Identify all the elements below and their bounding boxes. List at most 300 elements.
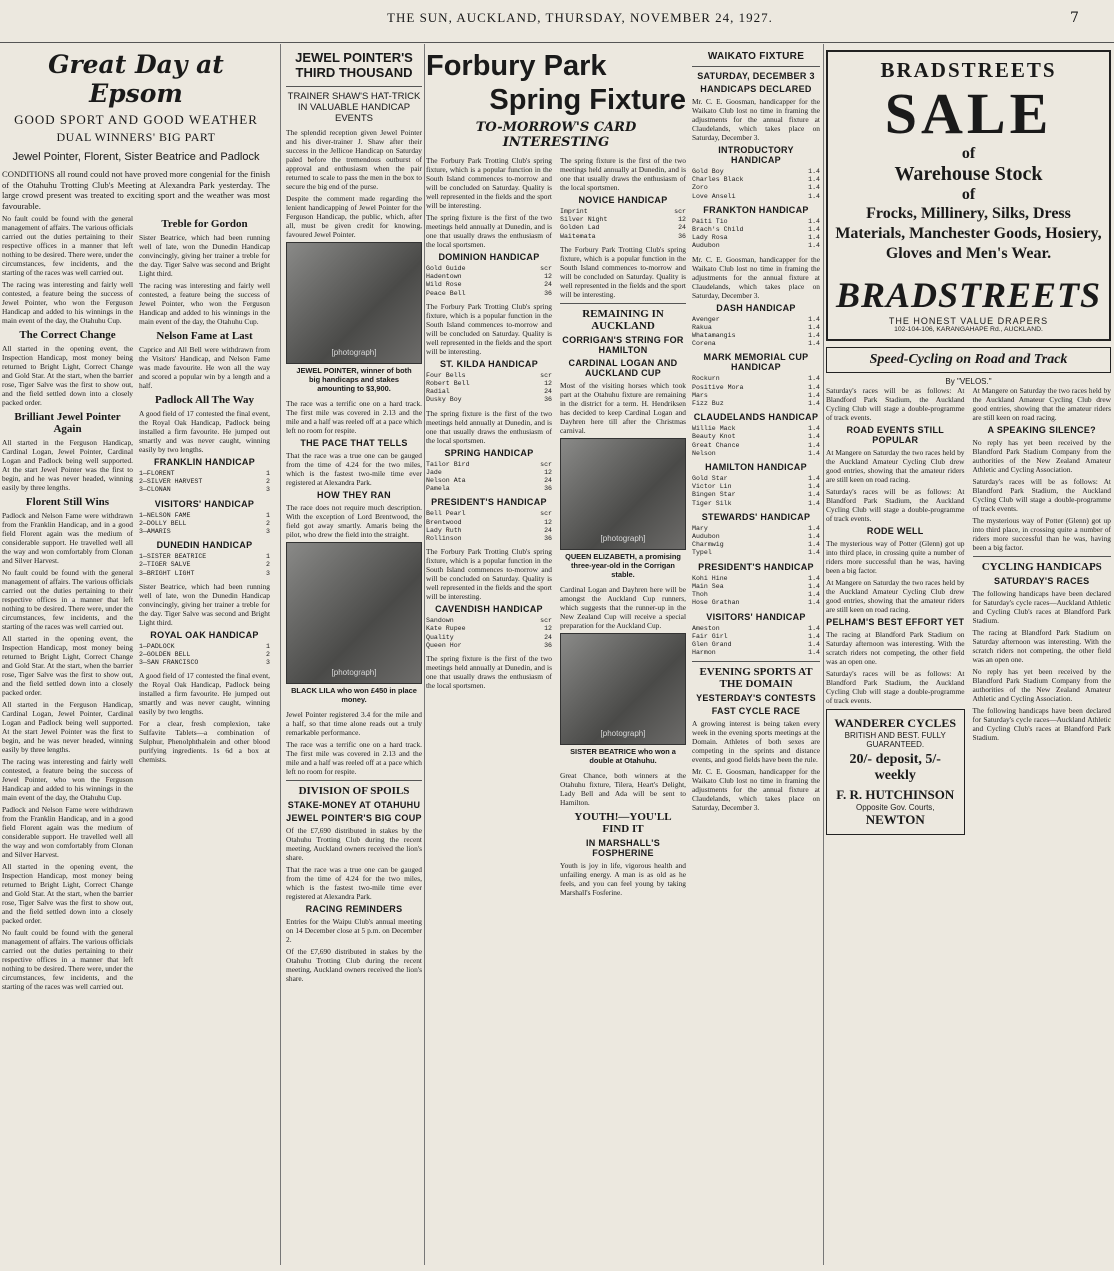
- handicap-heading: STEWARDS' HANDICAP: [701, 511, 811, 522]
- table-row: [692, 375, 820, 383]
- article-paragraph: That the race was a true one can be gauged from the time of 4.24 for the two miles, which is the fastest two-mile time ever registered at Alexandra Park.: [286, 451, 422, 487]
- table-row: [139, 528, 270, 536]
- article-deck: Jewel Pointer, Florent, Sister Beatrice and Padlock: [12, 151, 260, 163]
- table-cell-name: Nelson Ata: [426, 477, 466, 485]
- bradstreets-logo: BRADSTREETS: [835, 275, 1102, 315]
- handicap-table: [426, 265, 552, 298]
- article-subhead: SATURDAY, DECEMBER 3: [697, 71, 815, 81]
- handicap-heading: MARK MEMORIAL CUP HANDICAP: [703, 352, 809, 373]
- table-row: [426, 625, 552, 633]
- horse-photo: [photograph]: [560, 633, 686, 745]
- table-row: [426, 396, 552, 404]
- table-cell-name: Sandown: [426, 617, 454, 625]
- table-row: [692, 218, 820, 226]
- table-cell-name: Rollinson: [426, 535, 462, 543]
- table-cell-name: Four Bells: [426, 371, 466, 379]
- table-row: [692, 450, 820, 458]
- article-paragraph: All started in the Ferguson Handicap, Cardinal Logan, Jewel Pointer, Cardinal Logan and Padlock being well supported. At the start Jewel Pointer was the first to begin, and he was never headed, winning easily by three lengths.: [2, 438, 133, 492]
- results-heading: FRANKLIN HANDICAP: [153, 457, 256, 467]
- table-cell-name: Golden Lad: [560, 224, 600, 232]
- table-row: [139, 643, 270, 651]
- article-paragraph: All started in the opening event, the Inspection Handicap, most money being returned to Bright Light, Correct Change and Gold Star. At the start, when the barrier rose, Tiger Salve was the first to show out, and the field settled down into a closely packed order.: [2, 344, 133, 407]
- table-cell-name: Audubon: [692, 242, 720, 250]
- article-paragraph: Mr. C. E. Goosman, handicapper for the Waikato Club lost no time in framing the adjustments for the annual fixture at Claudelands, which takes place on Saturday, December 3.: [692, 767, 820, 813]
- article-paragraph: At Mangere on Saturday the two races held by the Auckland Amateur Cycling Club drew good entries, showing that the amateur riders are still keen on road racing.: [826, 448, 965, 484]
- table-cell-value: 1.4: [808, 483, 820, 491]
- waikato-article: [692, 48, 820, 1266]
- table-cell-value: 1.4: [808, 574, 820, 582]
- table-cell-name: Gold Guide: [426, 265, 466, 272]
- article-paragraph: The following handicaps have been declared for Saturday's cycle races—Auckland Athletic and Cycling Club's races at Blandford Park Stadium.: [972, 706, 1111, 742]
- table-cell-value: scr: [540, 371, 552, 379]
- table-row: [139, 651, 270, 659]
- table-cell-value: 1.4: [808, 491, 820, 499]
- table-cell-value: 1.4: [808, 640, 820, 648]
- table-row: [139, 553, 270, 561]
- table-cell-name: Thoh: [692, 591, 708, 599]
- table-row: [692, 400, 820, 408]
- table-cell-value: 1.4: [808, 549, 820, 557]
- article-paragraph: Of the £7,690 distributed in stakes by the Otahuhu Trotting Club during the recent meeting, Auckland owners received the lion's share.: [286, 947, 422, 983]
- epsom-article: [2, 48, 270, 1266]
- table-cell-value: 1.4: [808, 332, 820, 340]
- table-row: [692, 641, 820, 649]
- article-paragraph: Saturday's races will be as follows: At Blandford Park Stadium, the Auckland Cycling Club will stage a double-programme of track events.: [826, 487, 965, 523]
- table-row: [692, 442, 820, 450]
- table-row: [692, 583, 820, 591]
- table-row: [692, 316, 820, 324]
- article-headline: Spring Fixture: [489, 84, 686, 116]
- article-paragraph: Padlock and Nelson Fame were withdrawn from the Franklin Handicap, and in a good field Florent again was the medium of considerable support. He travelled well all the way and won comfortably from Clonan and Silver Harvest.: [2, 511, 133, 565]
- handicap-table: [692, 168, 820, 201]
- section-heading: Treble for Gordon: [161, 218, 248, 230]
- table-row: [692, 392, 820, 400]
- table-row: [692, 625, 820, 633]
- handicap-heading: VISITORS' HANDICAP: [706, 611, 806, 622]
- table-cell-value: 1.4: [808, 340, 820, 348]
- table-cell-value: 1.4: [808, 649, 820, 657]
- section-subheading: JEWEL POINTER'S BIG COUP: [286, 813, 422, 823]
- table-cell-value: 2: [266, 478, 270, 486]
- table-cell-value: 1.4: [808, 226, 820, 234]
- divider: [692, 66, 820, 67]
- handicap-table: [692, 525, 820, 558]
- masthead-title: THE SUN, AUCKLAND, THURSDAY, NOVEMBER 24, 1927.: [387, 10, 773, 25]
- table-cell-value: 1: [266, 642, 270, 650]
- table-cell-value: 1.4: [808, 449, 820, 457]
- table-cell-value: 1.4: [808, 217, 820, 225]
- table-cell-value: 1: [266, 553, 270, 561]
- table-cell-value: 36: [544, 289, 552, 297]
- section-subheading: CARDINAL LOGAN AND AUCKLAND CUP: [568, 357, 678, 378]
- handicap-heading: DOMINION HANDICAP: [438, 252, 540, 262]
- section-heading: YOUTH!—YOU'LL FIND IT: [574, 810, 672, 835]
- handicap-heading: CLAUDELANDS HANDICAP: [693, 412, 819, 423]
- table-cell-name: Kate Rupee: [426, 625, 466, 633]
- article-paragraph: The splendid reception given Jewel Pointer and his diver-trainer J. Shaw after their success in the Jellicoe Handicap on Saturday paled before the tremendous outburst of approval and enthusiasm when the pair returned to scale to pass the men in the box to secure the big end of the purse.: [286, 128, 422, 191]
- table-cell-name: 2—GOLDEN BELL: [139, 651, 191, 659]
- table-cell-name: Tailor Bird: [426, 460, 470, 468]
- section-heading: HOW THEY RAN: [317, 490, 391, 500]
- table-cell-value: 12: [678, 216, 686, 224]
- table-row: [426, 380, 552, 388]
- handicap-table: [692, 575, 820, 608]
- article-paragraph: The spring fixture is the first of the two meetings held annually at Dunedin, and is one that usually draws the enthusiasm of the local sportsmen.: [560, 156, 686, 192]
- table-cell-name: Zoro: [692, 184, 708, 192]
- table-cell-value: scr: [674, 208, 686, 215]
- section-subheading: YESTERDAY'S CONTESTS: [696, 693, 816, 704]
- article-paragraph: Saturday's races will be as follows: At Blandford Park Stadium, the Auckland Cycling Club will stage a double-programme of track events.: [972, 477, 1111, 513]
- table-cell-name: Rakua: [692, 323, 712, 331]
- table-cell-value: 24: [544, 526, 552, 534]
- table-row: [692, 425, 820, 433]
- article-intro: CONDITIONS all round could not have proved more congenial for the finish of the Otahuhu Trotting Club's Meeting at Alexandra Park yesterday. The large crowd present was treated to exciting sport and the weather was most favourable.: [2, 169, 270, 211]
- table-cell-name: Peace Bell: [426, 289, 466, 297]
- table-cell-name: Mary: [692, 524, 708, 532]
- table-row: [139, 478, 270, 486]
- horse-photo: [photograph]: [286, 242, 422, 364]
- table-row: [692, 525, 820, 533]
- table-cell-name: Jade: [426, 468, 442, 476]
- table-row: [692, 541, 820, 549]
- table-row: [426, 290, 552, 298]
- table-row: [692, 242, 820, 250]
- byline: By "VELOS.": [945, 377, 992, 386]
- section-heading: ROAD EVENTS STILL POPULAR: [846, 425, 945, 445]
- table-cell-name: 1—PADLOCK: [139, 642, 175, 650]
- ad-text: of: [961, 186, 976, 203]
- photo-caption: QUEEN ELIZABETH, a promising three-year-old in the Corrigan stable.: [565, 551, 681, 579]
- table-cell-value: 36: [544, 641, 552, 649]
- advert-text: For a clear, fresh complexion, take Sulfavite Tablets—a combination of Sulphur, Phenolphthalein and other blood purifying ingredients. 1s 6d a box at chemists.: [139, 719, 270, 765]
- photo-caption: SISTER BEATRICE who won a double at Otahuhu.: [570, 746, 676, 765]
- page-number: 7: [1070, 10, 1079, 26]
- divider: [286, 780, 422, 781]
- table-row: [692, 168, 820, 176]
- table-row: [692, 500, 820, 508]
- table-cell-value: 1.4: [808, 323, 820, 331]
- article-paragraph: Padlock and Nelson Fame were withdrawn from the Franklin Handicap, and in a good field Florent again was the medium of considerable support. He travelled well all the way and won comfortably from Clonan and Silver Harvest.: [2, 805, 133, 859]
- table-cell-value: 24: [544, 477, 552, 485]
- table-cell-name: 2—DOLLY BELL: [139, 519, 187, 527]
- section-heading: Brilliant Jewel Pointer Again: [14, 411, 121, 435]
- handicap-heading: CAVENDISH HANDICAP: [435, 604, 543, 615]
- photo-caption: JEWEL POINTER, winner of both big handicaps and stakes amounting to $3,900.: [296, 366, 412, 393]
- table-cell-name: Beauty Knot: [692, 433, 736, 441]
- table-cell-value: 24: [678, 224, 686, 232]
- table-cell-name: Gold Boy: [692, 168, 724, 175]
- table-cell-value: 36: [544, 535, 552, 543]
- article-paragraph: The racing at Blandford Park Stadium on Saturday afternoon was interesting. With the scratch riders not competing, the other field was an open one.: [972, 628, 1111, 664]
- article-paragraph: No fault could be found with the general management of affairs. The various officials carried out the duties pertaining to their respective offices in a manner that left nothing to be desired. There were, under the circumstances, few incidents, and the starting of the races was well carried out.: [2, 568, 133, 631]
- wanderer-cycles-advert: [826, 709, 965, 835]
- handicap-table: [426, 461, 552, 494]
- table-cell-name: Quality: [426, 633, 454, 641]
- table-cell-name: Hadentown: [426, 273, 462, 281]
- table-cell-value: 24: [544, 633, 552, 641]
- divider: [692, 661, 820, 662]
- handicap-heading: SPRING HANDICAP: [444, 447, 534, 458]
- table-cell-name: Lady Ruth: [426, 526, 462, 534]
- table-row: [692, 234, 820, 242]
- results-table: [139, 643, 270, 668]
- section-heading: CYCLING HANDICAPS: [981, 561, 1102, 573]
- table-cell-name: Avenger: [692, 315, 720, 323]
- table-cell-value: 1.4: [808, 184, 820, 192]
- column-rule: [424, 44, 425, 1265]
- handicap-heading: DASH HANDICAP: [716, 302, 796, 313]
- table-cell-name: Pamela: [426, 485, 450, 493]
- handicap-heading: PRESIDENT'S HANDICAP: [698, 561, 814, 572]
- table-row: [692, 633, 820, 641]
- table-cell-value: 24: [544, 281, 552, 289]
- table-row: [139, 520, 270, 528]
- table-row: [692, 591, 820, 599]
- handicap-heading: HAMILTON HANDICAP: [705, 462, 807, 473]
- column-rule: [280, 44, 281, 1265]
- handicap-table: [560, 208, 686, 241]
- table-cell-name: Whatamangis: [692, 332, 736, 340]
- table-row: [426, 273, 552, 281]
- forbury-article: [426, 48, 686, 1266]
- table-row: [139, 659, 270, 667]
- article-paragraph: Entries for the Waipu Club's annual meeting on 14 December close at 5 p.m. on December 2.: [286, 917, 422, 944]
- section-heading: REMAINING IN AUCKLAND: [582, 307, 664, 332]
- article-paragraph: The Forbury Park Trotting Club's spring fixture, which is a popular function in the South Island commences to-morrow and will be concluded on Saturday. Quality is well represented in the fields and the sport will be interesting.: [426, 156, 552, 210]
- article-paragraph: The Forbury Park Trotting Club's spring fixture, which is a popular function in the South Island commences to-morrow and will be concluded on Saturday. Quality is well represented in the fields and the sport will be interesting.: [426, 547, 552, 602]
- table-cell-name: Hose Grathan: [692, 599, 740, 607]
- section-heading: RACING REMINDERS: [305, 904, 403, 914]
- table-cell-name: Radial: [426, 388, 450, 396]
- article-paragraph: Caprice and All Bell were withdrawn from the Visitors' Handicap, and Nelson Fame was made favourite. He won all the way and scored a popular win by a length and a half.: [139, 345, 270, 390]
- table-cell-value: 1.4: [808, 315, 820, 323]
- table-cell-value: 3: [266, 486, 270, 494]
- article-paragraph: The racing at Blandford Park Stadium on Saturday afternoon was interesting. With the scratch riders not competing, the other field was an open one.: [826, 630, 965, 666]
- table-cell-value: 1.4: [808, 524, 820, 532]
- table-cell-value: 1.4: [808, 632, 820, 640]
- article-paragraph: At Mangere on Saturday the two races held by the Auckland Amateur Cycling Club drew good entries, showing that the amateur riders are still keen on road racing.: [826, 578, 965, 614]
- ad-name: F. R. HUTCHINSON: [836, 787, 955, 802]
- article-paragraph: Saturday's races will be as follows: At Blandford Park Stadium, the Auckland Cycling Club will stage a double-programme of track events.: [826, 386, 965, 422]
- table-cell-value: 1.4: [808, 541, 820, 549]
- table-cell-name: Gold Star: [692, 475, 728, 483]
- ad-text: BRITISH AND BEST. FULLY GUARANTEED.: [844, 731, 946, 749]
- article-paragraph: The race was a terrific one on a hard track. The first mile was covered in 2.13 and the mile and a half was reeled off at a pace which left no room for respite.: [286, 740, 422, 776]
- table-cell-name: Paiti Tio: [692, 217, 728, 225]
- table-cell-value: 1.4: [808, 533, 820, 541]
- handicap-heading: ST. KILDA HANDICAP: [439, 358, 539, 369]
- divider: [560, 303, 686, 304]
- divider: [973, 556, 1112, 557]
- article-paragraph: Cardinal Logan and Dayhren here will be amongst the Auckland Cup runners, which suggests that the runner-up in the New Zealand Cup will receive a special preparation for the Auckland Cup.: [560, 584, 686, 630]
- table-row: [426, 461, 552, 469]
- horse-photo: [photograph]: [560, 438, 686, 550]
- article-paragraph: The racing was interesting and fairly well contested, a feature being the success of Jewel Pointer, who won the Ferguson Handicap and added to his winnings in the main event of the day, the Otahuhu Cup.: [2, 280, 133, 325]
- section-heading: DIVISION OF SPOILS: [298, 785, 410, 797]
- article-paragraph: The mysterious way of Potter (Glenn) got up into third place, in crossing quite a number of riders more successful than he was, having been a big factor.: [826, 539, 965, 575]
- advert-text: Youth is joy in life, vigorous health and unfailing energy. A man is as old as he feels, and you can feel young by taking Marshall's Fosferine.: [560, 860, 686, 897]
- table-row: [426, 469, 552, 477]
- table-cell-value: 1.4: [808, 234, 820, 242]
- article-paragraph: All started in the opening event, the Inspection Handicap, most money being returned to Bright Light, Correct Change and Gold Star. At the start, when the barrier rose, Tiger Salve was the first to show out, and the field settled down into a closely packed order.: [2, 862, 133, 925]
- table-row: [692, 649, 820, 657]
- article-headline: Speed-Cycling on Road and Track: [869, 352, 1068, 367]
- table-cell-value: 2: [266, 651, 270, 659]
- table-cell-name: Waitemata: [560, 232, 596, 240]
- article-paragraph: The race was a terrific one on a hard track. The first mile was covered in 2.13 and the mile and a half was reeled off at a pace which left no room for respite.: [286, 399, 422, 435]
- table-row: [560, 233, 686, 241]
- ad-price: 20/- deposit, 5/- weekly: [849, 752, 941, 783]
- table-cell-name: Charles Black: [692, 176, 744, 184]
- table-cell-value: 12: [544, 380, 552, 388]
- table-row: [139, 486, 270, 494]
- table-cell-name: Silver Night: [560, 216, 608, 224]
- article-paragraph: The spring fixture is the first of the two meetings held annually at Dunedin, and is one that usually draws the enthusiasm of the local sportsmen.: [426, 213, 552, 249]
- table-cell-name: 1—NELSON FAME: [139, 511, 191, 519]
- table-cell-name: Kohi Hine: [692, 574, 728, 582]
- table-cell-value: 1.4: [808, 400, 820, 408]
- divider: [286, 86, 422, 87]
- results-heading: VISITORS' HANDICAP: [154, 498, 255, 509]
- handicap-table: [692, 375, 820, 408]
- article-paragraph: A growing interest is being taken every week in the evening sports meetings at the Domain. Athletes of both sexes are competing in the sprints and distance events, and good fields have been the rule.: [692, 719, 820, 765]
- table-cell-value: 1.4: [808, 582, 820, 590]
- table-cell-name: Charmwig: [692, 541, 724, 549]
- table-cell-value: 36: [544, 396, 552, 404]
- table-row: [692, 599, 820, 607]
- table-cell-name: Willie Mack: [692, 425, 736, 433]
- section-heading: PELHAM'S BEST EFFORT YET: [826, 617, 965, 627]
- article-paragraph: Great Chance, both winners at the Otahuhu fixture, Tilera, Heart's Delight, Lady Bell and Ada will be sent to Hamilton.: [560, 770, 686, 807]
- column-rule: [823, 44, 824, 1265]
- table-cell-name: 2—TIGER SALVE: [139, 561, 191, 569]
- table-cell-name: Nelson: [692, 449, 716, 457]
- table-row: [139, 570, 270, 578]
- article-paragraph: The Forbury Park Trotting Club's spring fixture, which is a popular function in the South Island commences to-morrow and will be concluded on Saturday. Quality is well represented in the fields and the sport will be interesting.: [426, 301, 552, 356]
- article-paragraph: Mr. C. E. Goosman, handicapper for the Waikato Club lost no time in framing the adjustments for the annual fixture at Claudelands, which takes place on Saturday, December 3.: [692, 254, 820, 300]
- article-paragraph: All started in the opening event, the Inspection Handicap, most money being returned to Bright Light, Correct Change and Gold Star. At the start, when the barrier rose, Tiger Salve was the first to show out, and the field settled down into a closely packed order.: [2, 634, 133, 697]
- table-cell-value: 2: [266, 561, 270, 569]
- table-cell-value: 1.4: [808, 242, 820, 250]
- table-cell-value: 12: [544, 625, 552, 633]
- table-cell-value: 2: [266, 519, 270, 527]
- table-cell-name: 3—AMARIS: [139, 528, 171, 536]
- table-cell-value: 1.4: [808, 192, 820, 200]
- article-paragraph: Sister Beatrice, which had been running well of late, won the Dunedin Handicap convincingly, giving her trainer a treble for the day. Tiger Salve was second and Bright Light third.: [139, 581, 270, 627]
- table-row: [426, 519, 552, 527]
- table-cell-name: Mars: [692, 391, 708, 399]
- section-heading: The Correct Change: [19, 329, 116, 341]
- table-cell-value: 36: [544, 485, 552, 493]
- section-heading: Nelson Fame at Last: [156, 330, 253, 342]
- article-paragraph: A good field of 17 contested the final event, the Royal Oak Handicap, Padlock being installed a firm favourite. He jumped out smartly and was never caught, winning easily by two lengths.: [139, 409, 270, 454]
- table-row: [692, 332, 820, 340]
- table-cell-value: 1.4: [808, 375, 820, 383]
- table-row: [692, 575, 820, 583]
- table-cell-name: Typel: [692, 549, 712, 557]
- section-subheading: IN MARSHALL'S FOSPHERINE: [585, 837, 661, 858]
- table-cell-value: 1.4: [808, 599, 820, 607]
- ad-text: Warehouse Stock: [894, 163, 1043, 185]
- article-subhead: HANDICAPS DECLARED: [700, 84, 812, 94]
- table-cell-name: Victor Lin: [692, 483, 732, 491]
- table-row: [692, 340, 820, 348]
- article-subhead: TO-MORROW'S CARD INTERESTING: [475, 120, 637, 150]
- article-paragraph: The mysterious way of Potter (Glenn) got up into third place, in crossing quite a number of riders more successful than he was, having been a big factor.: [972, 516, 1111, 552]
- table-cell-name: 3—CLONAN: [139, 486, 171, 494]
- table-row: [692, 533, 820, 541]
- table-cell-value: 1.4: [808, 391, 820, 399]
- table-cell-name: Fair Girl: [692, 632, 728, 640]
- table-cell-name: 3—SAN FRANCISCO: [139, 659, 199, 667]
- results-table: [139, 470, 270, 495]
- article-paragraph: No fault could be found with the general management of affairs. The various officials carried out the duties pertaining to their respective offices in a manner that left nothing to be desired. There were, under the circumstances, few incidents, and the starting of the races was well carried out.: [2, 214, 133, 277]
- handicap-table: [692, 475, 820, 508]
- table-cell-name: Brentwood: [426, 518, 462, 526]
- table-cell-name: 3—BRIGHT LIGHT: [139, 569, 195, 577]
- table-row: [692, 226, 820, 234]
- table-row: [426, 477, 552, 485]
- article-paragraph: The race does not require much description. With the exception of Lord Brentwood, the field got away smartly. Amaris being the pilot, who drew the field into the straight.: [286, 503, 422, 539]
- table-cell-value: 1.4: [808, 475, 820, 483]
- bradstreets-advert: [826, 50, 1111, 341]
- handicap-table: [426, 510, 552, 543]
- table-cell-value: 1.4: [808, 168, 820, 175]
- ad-brand: WANDERER CYCLES: [834, 716, 957, 730]
- jewel-pointer-article: [286, 48, 422, 1266]
- table-row: [426, 510, 552, 518]
- photo-caption: BLACK LILA who won £450 in place money.: [291, 686, 417, 704]
- ad-headline: SALE: [884, 81, 1053, 146]
- handicap-table: [692, 218, 820, 251]
- table-row: [692, 491, 820, 499]
- results-table: [139, 553, 270, 578]
- table-cell-value: 1: [266, 511, 270, 519]
- masthead: [0, 0, 1114, 43]
- handicap-heading: FRANKTON HANDICAP: [703, 204, 809, 215]
- table-cell-value: scr: [540, 510, 552, 518]
- table-row: [139, 512, 270, 520]
- ad-town: NEWTON: [865, 812, 925, 827]
- article-paragraph: The spring fixture is the first of the two meetings held annually at Dunedin, and is one that usually draws the enthusiasm of the local sportsmen.: [426, 408, 552, 445]
- table-cell-name: Great Chance: [692, 441, 740, 449]
- table-row: [426, 527, 552, 535]
- ad-address: Opposite Gov. Courts,: [855, 803, 935, 812]
- table-cell-value: 3: [266, 528, 270, 536]
- table-cell-name: Rockurn: [692, 375, 720, 383]
- table-cell-value: 3: [266, 659, 270, 667]
- table-cell-value: 12: [544, 518, 552, 526]
- results-heading: DUNEDIN HANDICAP: [156, 540, 253, 551]
- article-headline: Forbury Park: [426, 50, 607, 82]
- table-cell-value: 1.4: [808, 383, 820, 391]
- table-cell-value: 1: [266, 470, 270, 477]
- table-cell-name: Corena: [692, 340, 716, 348]
- section-heading: Florent Still Wins: [25, 496, 110, 508]
- table-row: [426, 265, 552, 273]
- table-row: [560, 224, 686, 232]
- table-cell-name: Positive Mora: [692, 383, 744, 391]
- table-cell-name: Glen Grand: [692, 640, 732, 648]
- article-paragraph: The racing was interesting and fairly well contested, a feature being the success of Jewel Pointer, who won the Ferguson Handicap and added to his winnings in the main event of the day, the Otahuhu Cup.: [139, 281, 270, 326]
- article-subhead: GOOD SPORT AND GOOD WEATHER: [14, 112, 258, 127]
- table-cell-value: 12: [544, 468, 552, 476]
- table-row: [139, 561, 270, 569]
- table-row: [139, 470, 270, 478]
- table-cell-name: Audubon: [692, 533, 720, 541]
- table-cell-name: 2—SILVER HARVEST: [139, 478, 203, 486]
- table-cell-value: 1.4: [808, 624, 820, 632]
